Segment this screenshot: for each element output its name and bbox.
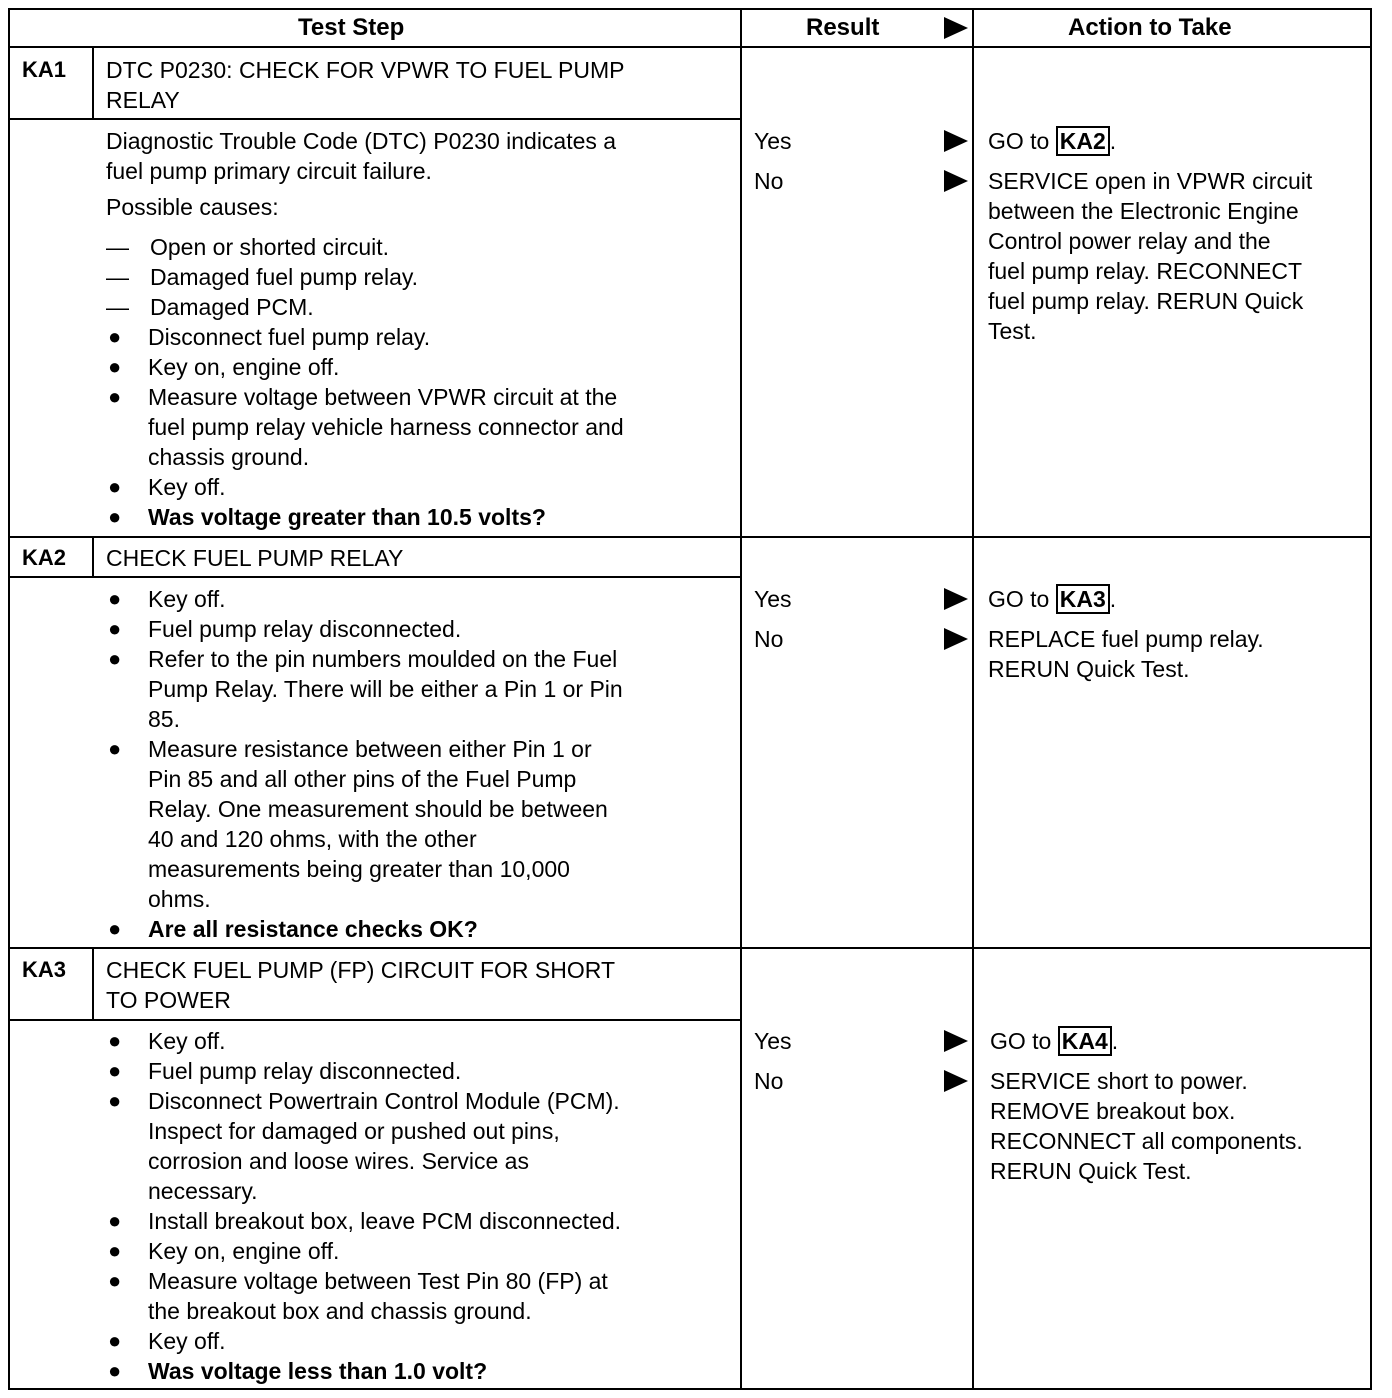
bullet-text: Measure voltage between Test Pin 80 (FP) at bbox=[148, 1268, 608, 1294]
cause-item: Damaged PCM. bbox=[150, 294, 314, 320]
row-divider bbox=[8, 536, 1372, 538]
action-no: RERUN Quick Test. bbox=[990, 1158, 1192, 1184]
action-goto-label: GO to bbox=[988, 586, 1056, 612]
bullet-icon: ● bbox=[108, 1358, 122, 1383]
code-divider bbox=[92, 536, 94, 578]
result-arrow-icon bbox=[944, 1070, 968, 1092]
step-code: KA2 bbox=[22, 545, 67, 570]
result-yes: Yes bbox=[754, 586, 792, 612]
bullet-text: Pin 85 and all other pins of the Fuel Pump bbox=[148, 766, 577, 792]
action-no: SERVICE short to power. bbox=[990, 1068, 1248, 1094]
header-divider bbox=[8, 46, 1372, 48]
bullet-text: Fuel pump relay disconnected. bbox=[148, 616, 462, 642]
bullet-icon: ● bbox=[108, 504, 122, 529]
action-no: RECONNECT all components. bbox=[990, 1128, 1303, 1154]
action-goto-suffix: . bbox=[1109, 586, 1117, 612]
result-yes: Yes bbox=[754, 128, 792, 154]
table-border-right bbox=[1370, 8, 1372, 1390]
action-yes bbox=[990, 1026, 1118, 1056]
cause-dash: — bbox=[106, 234, 129, 260]
action-no: REPLACE fuel pump relay. bbox=[988, 626, 1264, 652]
bullet-text: Refer to the pin numbers moulded on the Fuel bbox=[148, 646, 618, 672]
header-action: Action to Take bbox=[1068, 14, 1232, 41]
action-goto-label: GO to bbox=[990, 1028, 1058, 1054]
table-border-bottom bbox=[8, 1388, 1372, 1390]
table-border-top bbox=[8, 8, 1372, 10]
bullet-text: necessary. bbox=[148, 1178, 258, 1204]
code-divider bbox=[92, 947, 94, 1021]
bullet-text: Measure resistance between either Pin 1 or bbox=[148, 736, 592, 762]
action-goto-suffix: . bbox=[1111, 1028, 1119, 1054]
bullet-icon: ● bbox=[108, 1208, 122, 1233]
column-divider bbox=[740, 8, 742, 1390]
step-code: KA3 bbox=[22, 957, 67, 982]
header-arrow-icon bbox=[944, 17, 968, 39]
bullet-text: Install breakout box, leave PCM disconnected. bbox=[148, 1208, 622, 1234]
bullet-icon: ● bbox=[108, 1328, 122, 1353]
bullet-text: Fuel pump relay disconnected. bbox=[148, 1058, 462, 1084]
action-goto-suffix: . bbox=[1109, 128, 1117, 154]
bullet-icon: ● bbox=[108, 1088, 122, 1113]
bullet-text: Key off. bbox=[148, 1328, 226, 1354]
bullet-text: Key off. bbox=[148, 1028, 226, 1054]
bullet-icon: ● bbox=[108, 1268, 122, 1293]
step-title: TO POWER bbox=[106, 987, 231, 1013]
result-arrow-icon bbox=[944, 628, 968, 650]
result-arrow-icon bbox=[944, 1030, 968, 1052]
action-no: between the Electronic Engine bbox=[988, 198, 1299, 224]
title-underline bbox=[8, 1019, 740, 1021]
result-yes: Yes bbox=[754, 1028, 792, 1054]
bullet-icon: ● bbox=[108, 1058, 122, 1083]
bullet-text: ohms. bbox=[148, 886, 211, 912]
action-yes bbox=[988, 126, 1116, 156]
code-divider bbox=[92, 46, 94, 120]
header-result: Result bbox=[806, 14, 880, 41]
action-no: SERVICE open in VPWR circuit bbox=[988, 168, 1313, 194]
action-no: fuel pump relay. RECONNECT bbox=[988, 258, 1302, 284]
bullet-text: Disconnect Powertrain Control Module (PCM). bbox=[148, 1088, 620, 1114]
bullet-text: 40 and 120 ohms, with the other bbox=[148, 826, 477, 852]
causes-label: Possible causes: bbox=[106, 194, 279, 220]
bullet-question: Was voltage less than 1.0 volt? bbox=[148, 1358, 488, 1384]
step-reference: KA2 bbox=[1056, 126, 1110, 156]
bullet-icon: ● bbox=[108, 1028, 122, 1053]
bullet-text: Key off. bbox=[148, 474, 226, 500]
bullet-icon: ● bbox=[108, 354, 122, 379]
action-no: fuel pump relay. RERUN Quick bbox=[988, 288, 1304, 314]
bullet-icon: ● bbox=[108, 616, 122, 641]
bullet-text: Key on, engine off. bbox=[148, 354, 340, 380]
bullet-text: Key off. bbox=[148, 586, 226, 612]
cause-dash: — bbox=[106, 294, 129, 320]
bullet-question: Was voltage greater than 10.5 volts? bbox=[148, 504, 546, 530]
table-border-left bbox=[8, 8, 10, 1390]
bullet-icon: ● bbox=[108, 1238, 122, 1263]
bullet-question: Are all resistance checks OK? bbox=[148, 916, 478, 942]
bullet-text: Disconnect fuel pump relay. bbox=[148, 324, 431, 350]
bullet-text: the breakout box and chassis ground. bbox=[148, 1298, 532, 1324]
action-no: REMOVE breakout box. bbox=[990, 1098, 1236, 1124]
bullet-text: Pump Relay. There will be either a Pin 1 or Pin bbox=[148, 676, 623, 702]
header-test-step: Test Step bbox=[298, 14, 405, 41]
bullet-icon: ● bbox=[108, 736, 122, 761]
action-yes bbox=[988, 584, 1116, 614]
step-title: RELAY bbox=[106, 87, 180, 113]
cause-dash: — bbox=[106, 264, 129, 290]
step-reference: KA3 bbox=[1056, 584, 1110, 614]
cause-item: Damaged fuel pump relay. bbox=[150, 264, 419, 290]
result-no: No bbox=[754, 1068, 784, 1094]
bullet-icon: ● bbox=[108, 384, 122, 409]
row-divider bbox=[8, 947, 1372, 949]
step-reference: KA4 bbox=[1058, 1026, 1112, 1056]
title-underline bbox=[8, 118, 740, 120]
bullet-icon: ● bbox=[108, 324, 122, 349]
step-code: KA1 bbox=[22, 57, 67, 82]
step-intro: Diagnostic Trouble Code (DTC) P0230 indicates a bbox=[106, 128, 617, 154]
bullet-text: measurements being greater than 10,000 bbox=[148, 856, 570, 882]
action-no: Control power relay and the bbox=[988, 228, 1271, 254]
step-intro: fuel pump primary circuit failure. bbox=[106, 158, 432, 184]
bullet-icon: ● bbox=[108, 586, 122, 611]
bullet-text: Key on, engine off. bbox=[148, 1238, 340, 1264]
bullet-icon: ● bbox=[108, 474, 122, 499]
bullet-text: corrosion and loose wires. Service as bbox=[148, 1148, 529, 1174]
action-goto-label: GO to bbox=[988, 128, 1056, 154]
cause-item: Open or shorted circuit. bbox=[150, 234, 390, 260]
bullet-text: Measure voltage between VPWR circuit at the bbox=[148, 384, 618, 410]
bullet-text: chassis ground. bbox=[148, 444, 310, 470]
result-no: No bbox=[754, 626, 784, 652]
column-divider bbox=[972, 8, 974, 1390]
result-arrow-icon bbox=[944, 588, 968, 610]
bullet-text: Inspect for damaged or pushed out pins, bbox=[148, 1118, 560, 1144]
result-no: No bbox=[754, 168, 784, 194]
step-title: CHECK FUEL PUMP (FP) CIRCUIT FOR SHORT bbox=[106, 957, 616, 983]
bullet-text: 85. bbox=[148, 706, 180, 732]
bullet-icon: ● bbox=[108, 646, 122, 671]
action-no: RERUN Quick Test. bbox=[988, 656, 1190, 682]
title-underline bbox=[8, 576, 740, 578]
bullet-text: fuel pump relay vehicle harness connector and bbox=[148, 414, 624, 440]
action-no: Test. bbox=[988, 318, 1037, 344]
step-title: CHECK FUEL PUMP RELAY bbox=[106, 545, 404, 571]
result-arrow-icon bbox=[944, 130, 968, 152]
step-title: DTC P0230: CHECK FOR VPWR TO FUEL PUMP bbox=[106, 57, 625, 83]
bullet-icon: ● bbox=[108, 916, 122, 941]
result-arrow-icon bbox=[944, 170, 968, 192]
bullet-text: Relay. One measurement should be between bbox=[148, 796, 608, 822]
